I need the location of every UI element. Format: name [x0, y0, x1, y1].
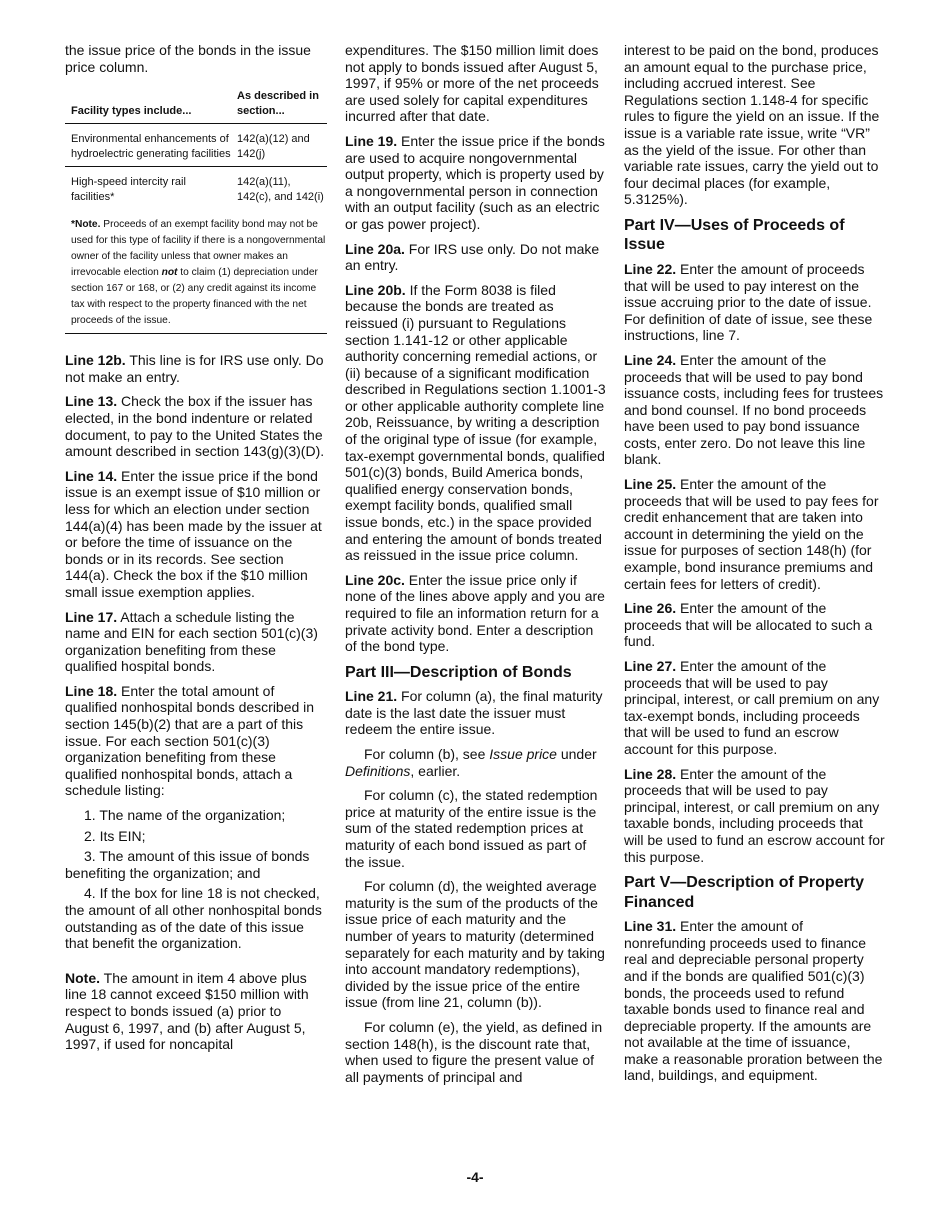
- line-20b-label: Line 20b.: [345, 281, 406, 298]
- column-b-text-2: under: [556, 746, 597, 763]
- column-b-emphasis-2: Definitions: [345, 762, 411, 779]
- part-4-heading: Part IV—Uses of Proceeds of Issue: [624, 216, 845, 254]
- line-13-paragraph: [65, 393, 327, 459]
- line-20a-paragraph: [345, 241, 607, 274]
- table-header-section: As described in section...: [231, 85, 327, 124]
- note-label: Note.: [65, 969, 100, 986]
- column-b-emphasis-1: Issue price: [489, 746, 557, 763]
- part-5-heading: Part V—Description of Property Financed: [624, 874, 865, 911]
- column-right: [624, 42, 886, 1092]
- column-c-paragraph: For column (c), the stated redemption price at maturity of the entire issue is the sum of the stated redemption prices at maturity of each bond issued as part of the issue.: [345, 787, 598, 870]
- line-13-label: Line 13.: [65, 393, 118, 410]
- list-item: 4. If the box for line 18 is not checked, the amount of all other nonhospital bonds outstanding as of the date of this issue that benefit the organization.: [65, 885, 322, 952]
- page-number: -4-: [466, 1169, 484, 1185]
- table-row: [65, 124, 327, 167]
- line-25-label: Line 25.: [624, 476, 677, 493]
- line-26-text: Enter the amount of the proceeds that will be allocated to such a fund.: [624, 600, 873, 650]
- line-22-paragraph: [624, 261, 886, 344]
- line-20c-text: Enter the issue price only if none of the lines above apply and you are required to file an information return for a private activity bond. Enter a description of the bond type.: [345, 571, 605, 655]
- column-middle: [345, 42, 607, 1093]
- line-26-label: Line 26.: [624, 600, 677, 617]
- line-18-text: Enter the total amount of qualified nonhospital bonds described in section 145(b)(2) that are a part of this issue. For each section 501(c)(3) organization benefiting from these qualified nonhospital bonds, attach a schedule listing:: [65, 682, 315, 799]
- line-24-label: Line 24.: [624, 351, 677, 368]
- column-b-text-3: , earlier.: [410, 762, 461, 779]
- table-note-text-1: Proceeds of an exempt facility bond may not be used for this type of facility if there is a nongovernmental owner of the facility unless that owner makes an irrevocable election: [71, 219, 326, 279]
- line-14-text: Enter the issue price if the bond issue is an exempt issue of $10 million or less for which an election under section 144(a)(4) has been made by the issuer at or before the time of issuance on the bonds or in its records. See section 144(a). Check the box if the $10 million small issue exemption applies.: [65, 467, 322, 600]
- line-27-text: Enter the amount of the proceeds that will be used to pay principal, interest, or call premium on any tax-exempt bonds, including proceeds that will be used to fund an escrow account for this purpose.: [624, 658, 880, 757]
- line-22-label: Line 22.: [624, 260, 677, 277]
- line-18-label: Line 18.: [65, 682, 118, 699]
- note-paragraph: [65, 970, 327, 1053]
- line-31-paragraph: [624, 918, 886, 1084]
- line-21-label: Line 21.: [345, 688, 398, 705]
- line-22-text: Enter the amount of proceeds that will be used to pay interest on the issue accruing prior to the date of issue. For definition of date of issue, see these instructions, line 7.: [624, 260, 873, 344]
- line-17-text: Attach a schedule listing the name and EIN for each section 501(c)(3) organization benefiting from these qualified hospital bonds.: [65, 608, 318, 675]
- line-31-label: Line 31.: [624, 918, 677, 935]
- table-cell-section: 142(a)(11), 142(c), and 142(i): [237, 176, 324, 204]
- line-17-paragraph: [65, 609, 327, 675]
- table-row: [65, 167, 327, 210]
- line-20c-label: Line 20c.: [345, 571, 405, 588]
- table-note-emphasis: not: [161, 267, 178, 279]
- intro-paragraph: the issue price of the bonds in the issue price column.: [65, 42, 311, 75]
- line-26-paragraph: [624, 600, 886, 650]
- facility-types-table: [65, 85, 327, 334]
- table-note-text-2: to claim (1) depreciation under section 167 or 168, or (2) any credit against its income tax with respect to the property financed with the net proceeds of the issue.: [71, 267, 318, 327]
- line-28-paragraph: [624, 766, 886, 866]
- line-25-text: Enter the amount of the proceeds that will be used to pay fees for credit enhancement that are taken into account in determining the yield on the issue for purposes of section 148(h) (for example, bond insurance premiums and certain fees for letters of credit).: [624, 476, 879, 592]
- line-19-paragraph: [345, 133, 607, 233]
- line-25-paragraph: [624, 476, 886, 592]
- column-left: [65, 42, 327, 1061]
- line-14-label: Line 14.: [65, 467, 118, 484]
- line-28-text: Enter the amount of the proceeds that will be used to pay principal, interest, or call premium on any taxable bonds, including proceeds that will be used to fund an escrow account for this purpose.: [624, 765, 885, 865]
- line-12b-text: This line is for IRS use only. Do not make an entry.: [65, 352, 324, 385]
- line-20b-text: If the Form 8038 is filed because the bonds are treated as reissued (i) pursuant to Regulations section 1.141-12 or other applicable authority concerning remedial actions, or (ii) because of a significant modification described in Regulations section 1.1001-3 or other applicable authority complete line 20b, Reissuance, by writing a description of the original type of issue (for example, tax-exempt governmental bonds, qualified 501(c)(3) bonds, Build America bonds, qualified energy conservation bonds, exempt facility bonds, qualified small issue bonds, etc.) in the space provided and entering the amount of bonds treated as reissued in the issue price column.: [345, 281, 606, 564]
- table-header-facility: Facility types include...: [65, 85, 231, 124]
- line-20a-text: For IRS use only. Do not make an entry.: [345, 240, 600, 274]
- line-21-paragraph: [345, 688, 607, 738]
- line-21-text: For column (a), the final maturity date is the last date the issuer must redeem the entire issue.: [345, 688, 603, 738]
- line-12b-label: Line 12b.: [65, 352, 126, 369]
- continued-paragraph: interest to be paid on the bond, produces an amount equal to the purchase price, including accrued interest. See Regulations section 1.148-4 for specific rules to figure the yield on an issue. If the issue is a variable rate issue, write “VR” as the yield of the issue. For other than variable rate issues, carry the yield out to four decimal places (for example, 5.3125%).: [624, 42, 880, 208]
- line-14-paragraph: [65, 468, 327, 601]
- line-17-label: Line 17.: [65, 608, 118, 625]
- line-27-label: Line 27.: [624, 658, 677, 674]
- table-cell-facility: Environmental enhancements of hydroelectric generating facilities: [65, 124, 231, 167]
- column-e-paragraph: For column (e), the yield, as defined in section 148(h), is the discount rate that, when used to figure the present value of all payments of principal and: [345, 1018, 603, 1085]
- line-24-text: Enter the amount of the proceeds that will be used to pay bond issuance costs, including fees for trustees and bond counsel. If no bond proceeds have been used to pay bond issuance costs, enter zero. Do not leave this line blank.: [624, 351, 884, 468]
- table-header-row: [65, 85, 327, 124]
- line-20a-label: Line 20a.: [345, 240, 405, 257]
- line-28-label: Line 28.: [624, 765, 677, 782]
- column-d-paragraph: For column (d), the weighted average maturity is the sum of the products of the issue price of each maturity and the number of years to maturity (determined separately for each maturity and by taking into account mandatory redemptions), divided by the issue price of the entire issue (from line 21, column (b)).: [345, 878, 605, 1011]
- line-20c-paragraph: [345, 572, 607, 655]
- table-note-lead: *Note.: [71, 219, 101, 231]
- table-note-row: [65, 209, 327, 334]
- list-item: 2. Its EIN;: [84, 827, 146, 844]
- list-item: 1. The name of the organization;: [84, 807, 286, 824]
- table-note: [65, 209, 327, 334]
- line-20b-paragraph: [345, 282, 607, 564]
- table-cell-facility: High-speed intercity rail facilities*: [71, 176, 186, 204]
- line-24-paragraph: [624, 352, 886, 468]
- part-3-heading: Part III—Description of Bonds: [345, 663, 572, 681]
- line-18-paragraph: [65, 683, 327, 799]
- line-13-text: Check the box if the issuer has elected, in the bond indenture or related document, to pay to the United States the amount described in section 143(g)(3)(D).: [65, 393, 325, 460]
- list-item: 3. The amount of this issue of bonds benefiting the organization; and: [65, 848, 310, 881]
- line-19-text: Enter the issue price if the bonds are used to acquire nongovernmental output property, which is property used by a nongovernmental person in connection with an output facility (such as an electric or gas power project).: [345, 132, 605, 232]
- line-19-label: Line 19.: [345, 132, 398, 149]
- line-31-text: Enter the amount of nonrefunding proceeds used to finance real and depreciable personal property and if the bonds are qualified 501(c)(3) bonds, the proceeds used to refund taxable bonds used to finance real and depreciable property. If the amounts are not available at the time of issuance, make a reasonable proration between the land, buildings, and equipment.: [624, 918, 883, 1084]
- column-b-paragraph: [345, 746, 607, 779]
- line-27-paragraph: [624, 658, 886, 758]
- column-b-text-1: For column (b), see: [364, 746, 490, 763]
- line-12b-paragraph: [65, 352, 327, 385]
- continued-paragraph: expenditures. The $150 million limit does not apply to bonds issued after August 5, 1997, if 95% or more of the net proceeds are used solely for capital expenditures incurred after that date.: [345, 42, 599, 125]
- note-text: The amount in item 4 above plus line 18 cannot exceed $150 million with respect to bonds issued (a) prior to August 6, 1997, and (b) after August 5, 1997, if used for noncapital: [65, 969, 309, 1053]
- table-cell-section: 142(a)(12) and 142(j): [231, 124, 327, 167]
